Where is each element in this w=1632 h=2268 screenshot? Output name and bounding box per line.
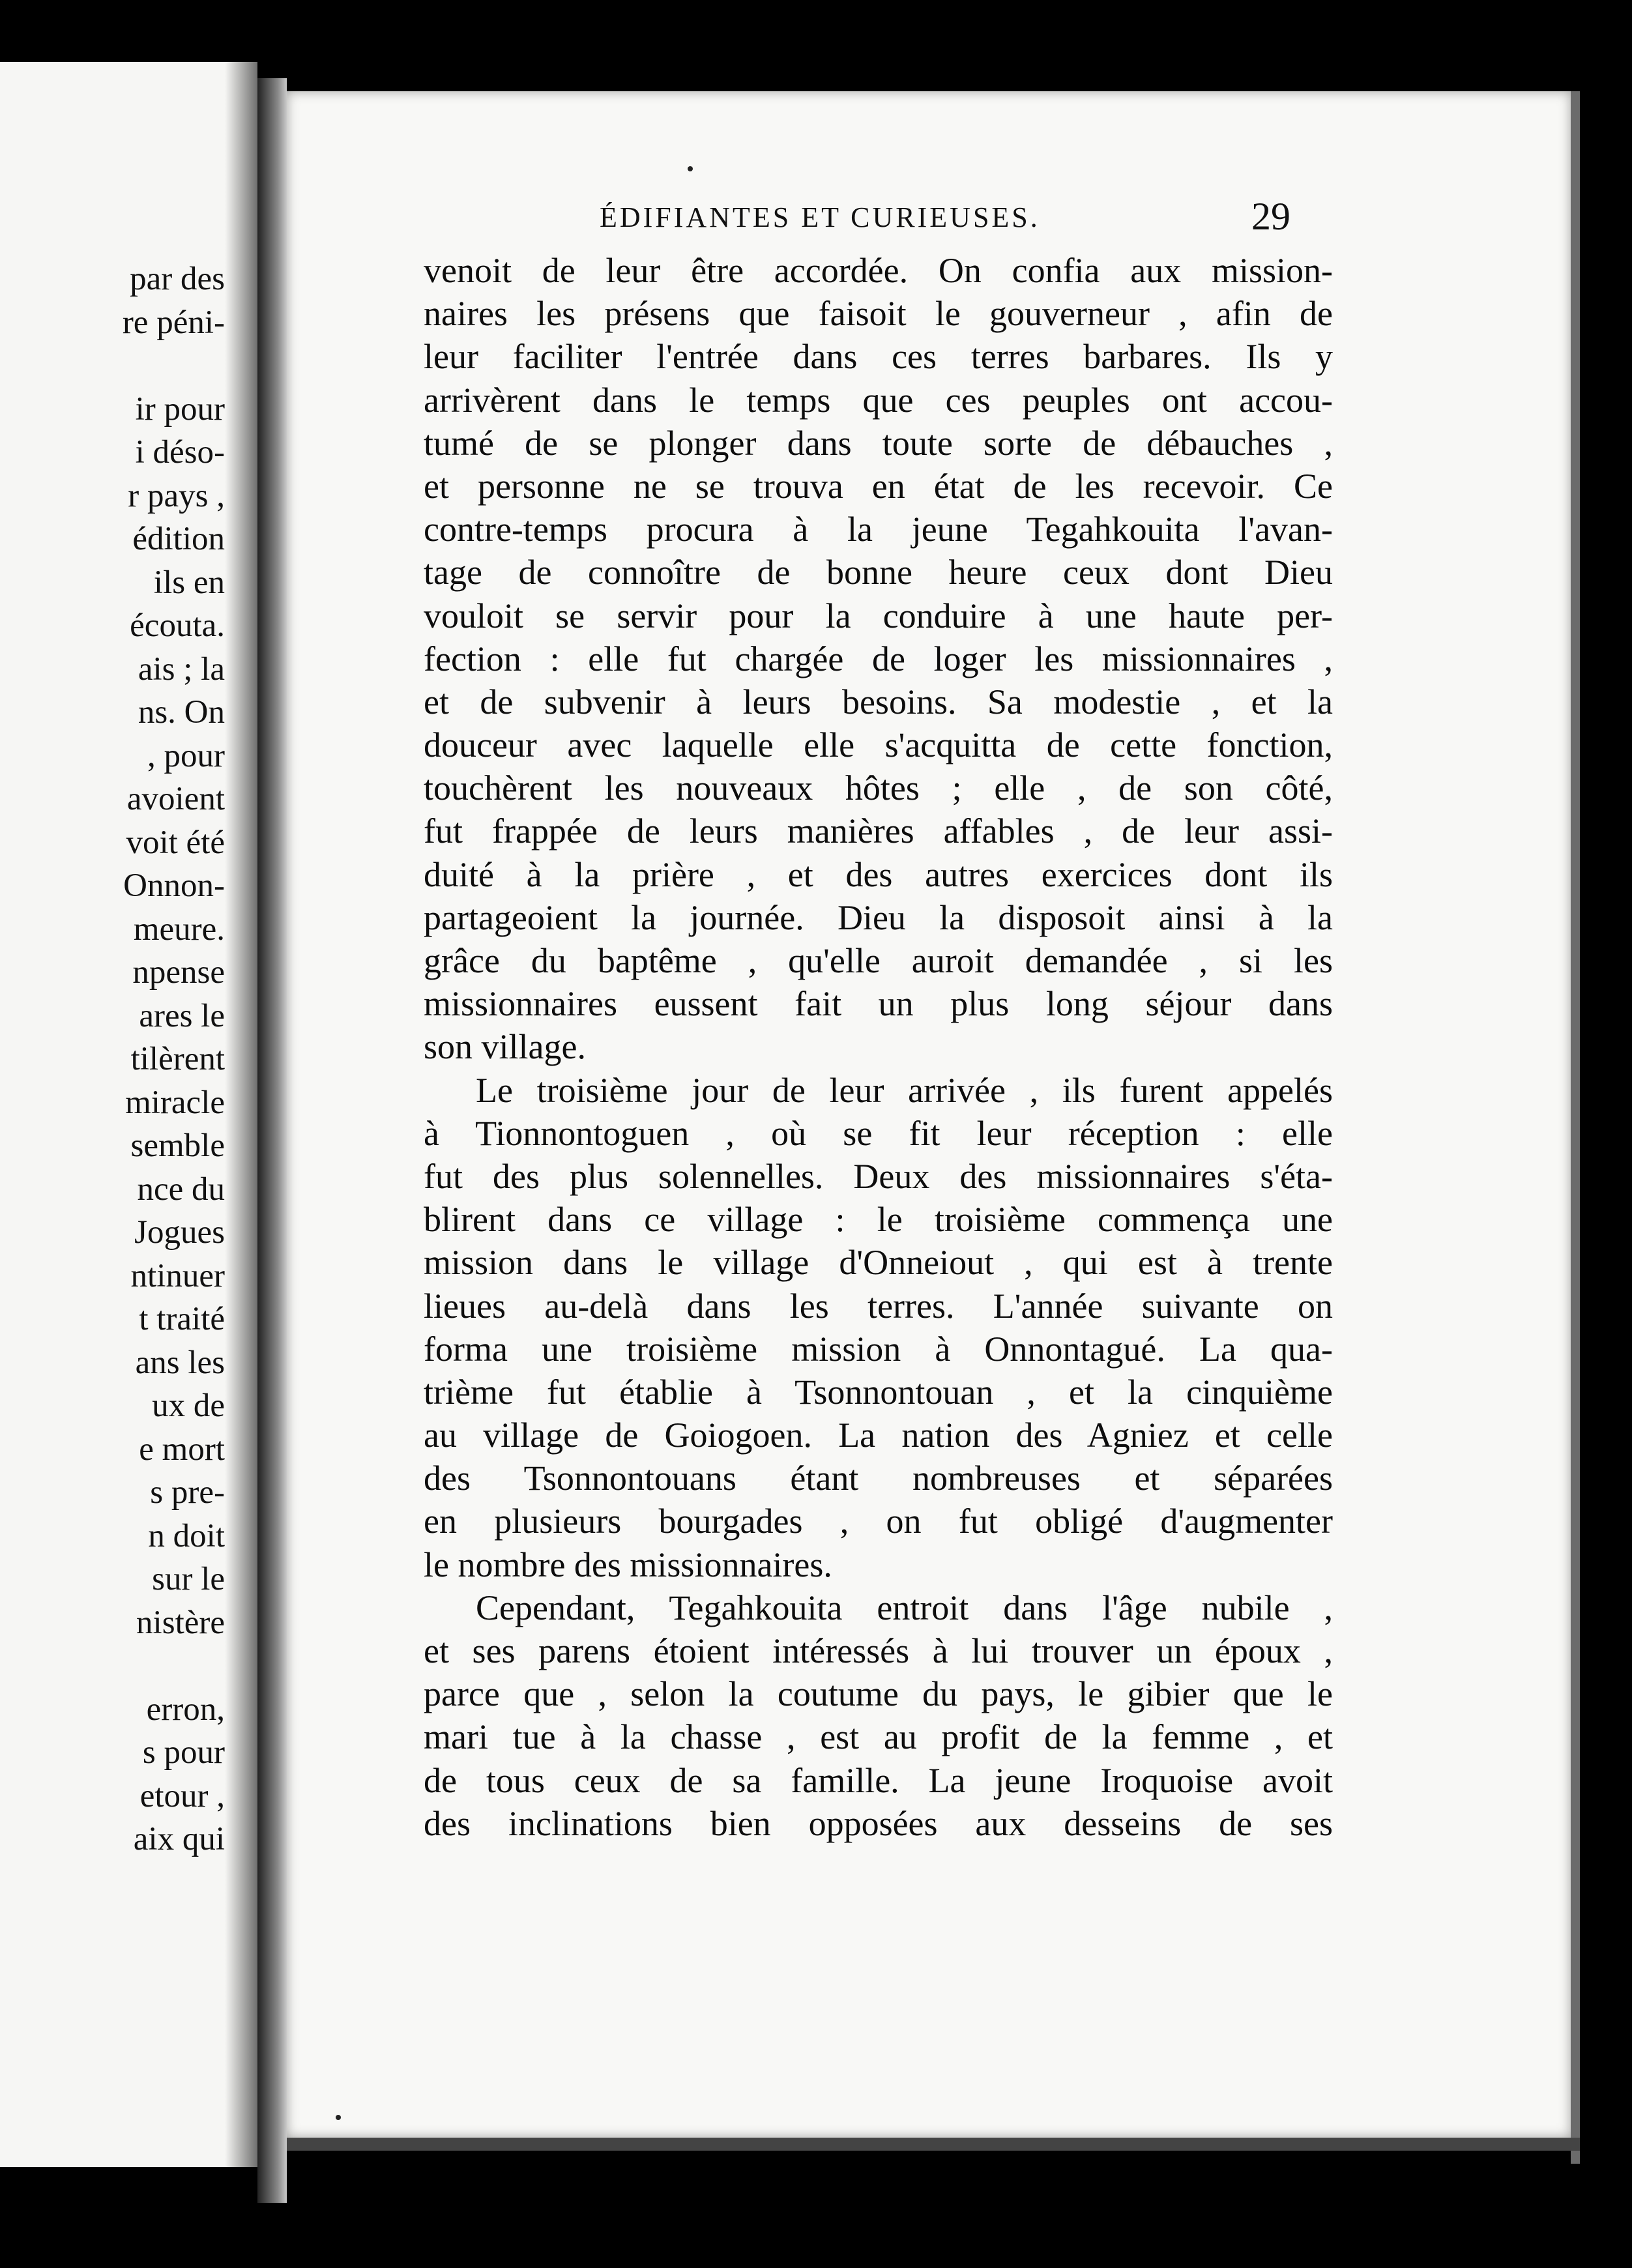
left-page-line: s pour [142,1734,225,1771]
text-line: grâce du baptême , qu'elle auroit demandée , si les [424,941,1333,980]
left-page-line: erron, [146,1691,225,1728]
left-page-line: e mort [139,1431,225,1468]
page-edge [1571,91,1580,2164]
running-title: ÉDIFIANTES ET CURIEUSES. [600,201,1040,233]
left-page-line: t traité [139,1301,225,1337]
left-page-line: n doit [148,1517,225,1554]
left-page-line: Onnon- [123,867,225,904]
left-page [0,62,257,2167]
left-page-line: re péni- [122,304,225,341]
left-page-line: édition [132,521,225,557]
text-line: et personne ne se trouva en état de les recevoir. Ce [424,466,1333,506]
page-number: 29 [1251,195,1290,238]
text-line: lieues au-delà dans les terres. L'année suivante on [424,1286,1333,1326]
book-gutter [257,78,287,2203]
text-line: missionnaires eussent fait un plus long séjour dans [424,984,1333,1024]
text-line: mission dans le village d'Onneiout , qui est à trente [424,1243,1333,1283]
left-page-line: ais ; la [138,650,225,688]
left-page-line: Jogues [134,1214,225,1251]
left-page-line: avoient [126,781,225,817]
text-line: parce que , selon la coutume du pays, le gibier que le [424,1674,1333,1714]
left-page-line: npense [132,954,225,991]
text-line: venoit de leur être accordée. On confia aux mission- [424,251,1333,290]
left-page-line: ares le [139,997,225,1034]
body-text [424,249,1333,1845]
page-header [287,188,1571,240]
text-line: blirent dans ce village : le troisième commença une [424,1200,1333,1240]
left-page-text [0,257,225,1861]
left-page-line: , pour [147,737,225,774]
right-page [287,91,1571,2138]
ink-speck [336,2115,341,2120]
text-line: fut frappée de leurs manières affables , de leur assi- [424,811,1333,851]
left-page-line: par des [130,261,225,297]
text-line: tage de connoître de bonne heure ceux dont Dieu [424,553,1333,592]
text-line: douceur avec laquelle elle s'acquitta de cette fonction, [424,725,1333,765]
left-page-line: nce du [137,1170,225,1208]
text-line: fection : elle fut chargée de loger les missionnaires , [424,639,1333,678]
left-page-line: semble [130,1127,225,1164]
left-page-line: ans les [135,1344,225,1381]
page-bottom-edge [287,2138,1580,2151]
left-page-line [0,1644,225,1688]
text-line: en plusieurs bourgades , on fut obligé d'augmenter [424,1502,1333,1541]
text-line: mari tue à la chasse , est au profit de la femme , et [424,1717,1333,1757]
left-page-line: écouta. [130,607,225,644]
text-line: des inclinations bien opposées aux desseins de ses [424,1803,1333,1843]
text-line: trième fut établie à Tsonnontouan , et la cinquième [424,1372,1333,1412]
text-line: contre-temps procura à la jeune Tegahkouita l'avan- [424,510,1333,549]
text-line: le nombre des missionnaires. [424,1545,832,1584]
text-line: et ses parens étoient intéressés à lui trouver un époux , [424,1631,1333,1670]
left-page-line: ns. On [138,694,225,731]
ink-speck [688,166,693,171]
text-line: des Tsonnontouans étant nombreuses et séparées [424,1459,1333,1498]
left-page-line: ils en [153,564,225,601]
text-line: leur faciliter l'entrée dans ces terres barbares. Ils y [424,337,1333,377]
text-line: touchèrent les nouveaux hôtes ; elle , de son côté, [424,768,1333,808]
left-page-line: aix qui [133,1821,225,1857]
text-line: fut des plus solennelles. Deux des missionnaires s'éta- [424,1156,1333,1196]
left-page-line: miracle [125,1084,225,1121]
text-line: arrivèrent dans le temps que ces peuples ont accou- [424,380,1333,420]
left-page-line [0,344,225,388]
left-page-line: ux de [152,1388,225,1424]
left-page-line: voit été [126,824,225,861]
text-line: son village. [424,1027,586,1067]
left-page-line: ntinuer [130,1257,225,1294]
left-page-line: i déso- [135,434,225,471]
text-line: partageoient la journée. Dieu la disposoit ainsi à la [424,897,1333,937]
left-page-line: sur le [152,1561,225,1597]
text-line: forma une troisième mission à Onnontagué. La qua- [424,1329,1333,1369]
text-line: au village de Goiogoen. La nation des Agniez et celle [424,1416,1333,1455]
left-page-line: meure. [133,910,225,948]
gutter-shadow [225,62,257,2167]
text-line: vouloit se servir pour la conduire à une haute per- [424,596,1333,635]
left-page-line: s pre- [150,1474,225,1511]
text-line: tumé de se plonger dans toute sorte de débauches , [424,423,1333,463]
text-line: duité à la prière , et des autres exercices dont ils [424,854,1333,894]
text-line: et de subvenir à leurs besoins. Sa modestie , et la [424,682,1333,721]
left-page-line: etour , [139,1777,225,1814]
text-line: Cependant, Tegahkouita entroit dans l'âge nubile , [476,1588,1333,1627]
left-page-line: r pays , [128,477,225,514]
left-page-line: tilèrent [130,1041,225,1077]
text-line: naires les présens que faisoit le gouverneur , afin de [424,294,1333,334]
text-line: de tous ceux de sa famille. La jeune Iroquoise avoit [424,1760,1333,1800]
left-page-line: nistère [136,1604,225,1641]
text-line: Le troisième jour de leur arrivée , ils furent appelés [476,1070,1333,1110]
text-line: à Tionnontoguen , où se fit leur réception : elle [424,1113,1333,1153]
left-page-line: ir pour [135,390,225,428]
